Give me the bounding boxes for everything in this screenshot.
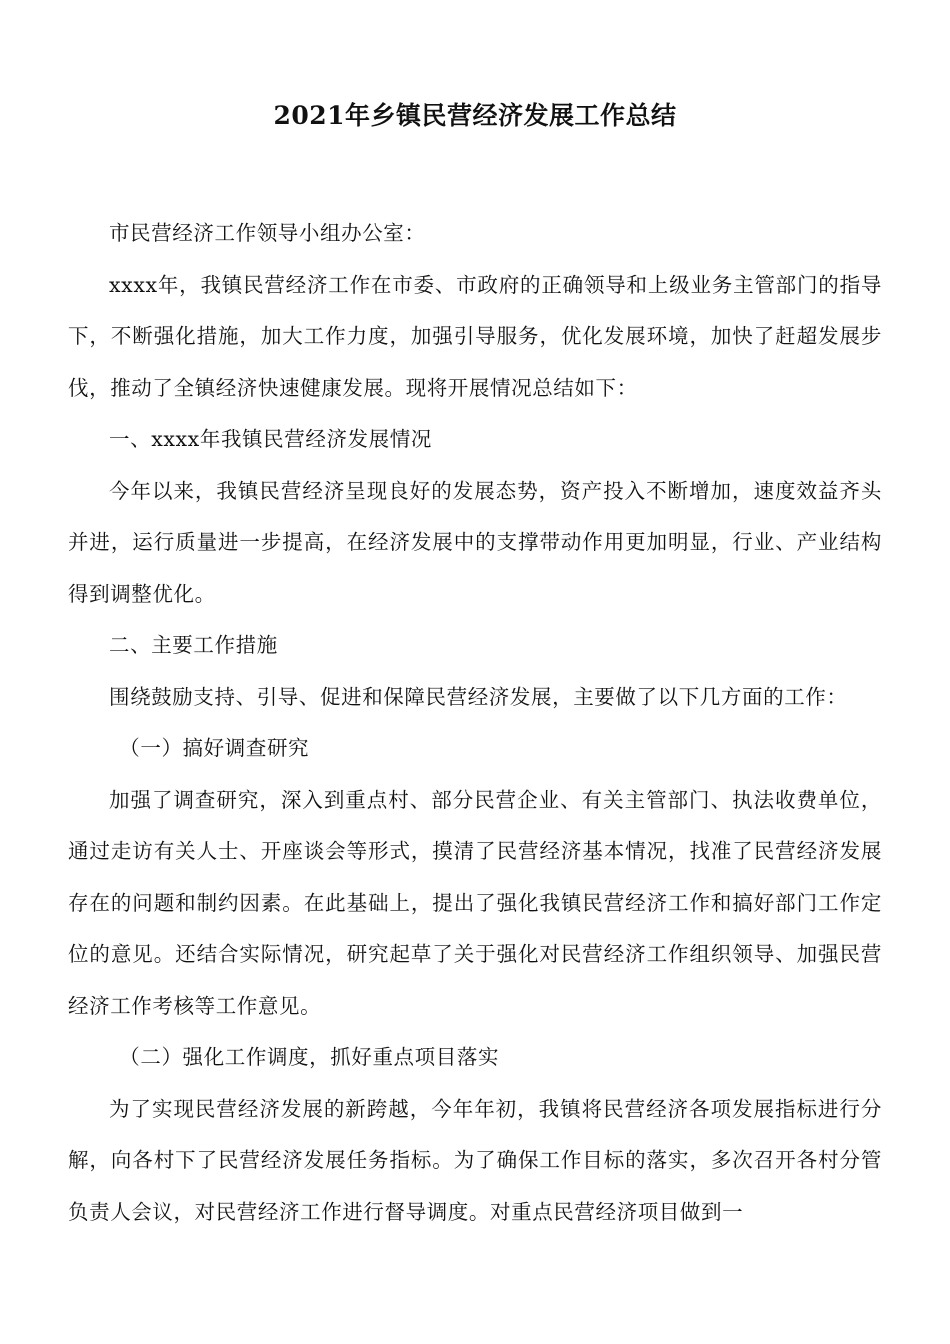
section-heading-1: 一、xxxx年我镇民营经济发展情况 [109, 427, 432, 451]
paragraph-intro: xxxx年，我镇民营经济工作在市委、市政府的正确领导和上级业务主管部门的指导下，不断强化措施，加大工作力度，加强引导服务，优化发展环境，加快了赶超发展步伐，推动了全镇经济快速健康发展。现将开展情况总结如下： [68, 272, 882, 400]
salutation: 市民营经济工作领导小组办公室： [109, 221, 426, 245]
subsection-heading-2: （二）强化工作调度，抓好重点项目落实 [119, 1045, 500, 1069]
paragraph-situation: 今年以来，我镇民营经济呈现良好的发展态势，资产投入不断增加，速度效益齐头并进，运行质量进一步提高，在经济发展中的支撑带动作用更加明显，行业、产业结构得到调整优化。 [68, 478, 882, 606]
paragraph-scheduling: 为了实现民营经济发展的新跨越，今年年初，我镇将民营经济各项发展指标进行分解，向各村下了民营经济发展任务指标。为了确保工作目标的落实，多次召开各村分管负责人会议，对民营经济工作进行督导调度。对重点民营经济项目做到一 [68, 1096, 882, 1224]
paragraph-measures-intro: 围绕鼓励支持、引导、促进和保障民营经济发展，主要做了以下几方面的工作： [109, 684, 848, 709]
subsection-heading-1: （一）搞好调查研究 [119, 736, 310, 760]
paragraph-research: 加强了调查研究，深入到重点村、部分民营企业、有关主管部门、执法收费单位，通过走访有关人士、开座谈会等形式，摸清了民营经济基本情况，找准了民营经济发展存在的问题和制约因素。在此基础上，提出了强化我镇民营经济工作和搞好部门工作定位的意见。还结合实际情况，研究起草了关于强化对民营经济工作组织领导、加强民营经济工作考核等工作意见。 [68, 787, 882, 1018]
section-heading-2: 二、主要工作措施 [109, 633, 278, 657]
document-body [68, 208, 882, 1238]
document-title: 2021年乡镇民营经济发展工作总结 [273, 101, 677, 130]
